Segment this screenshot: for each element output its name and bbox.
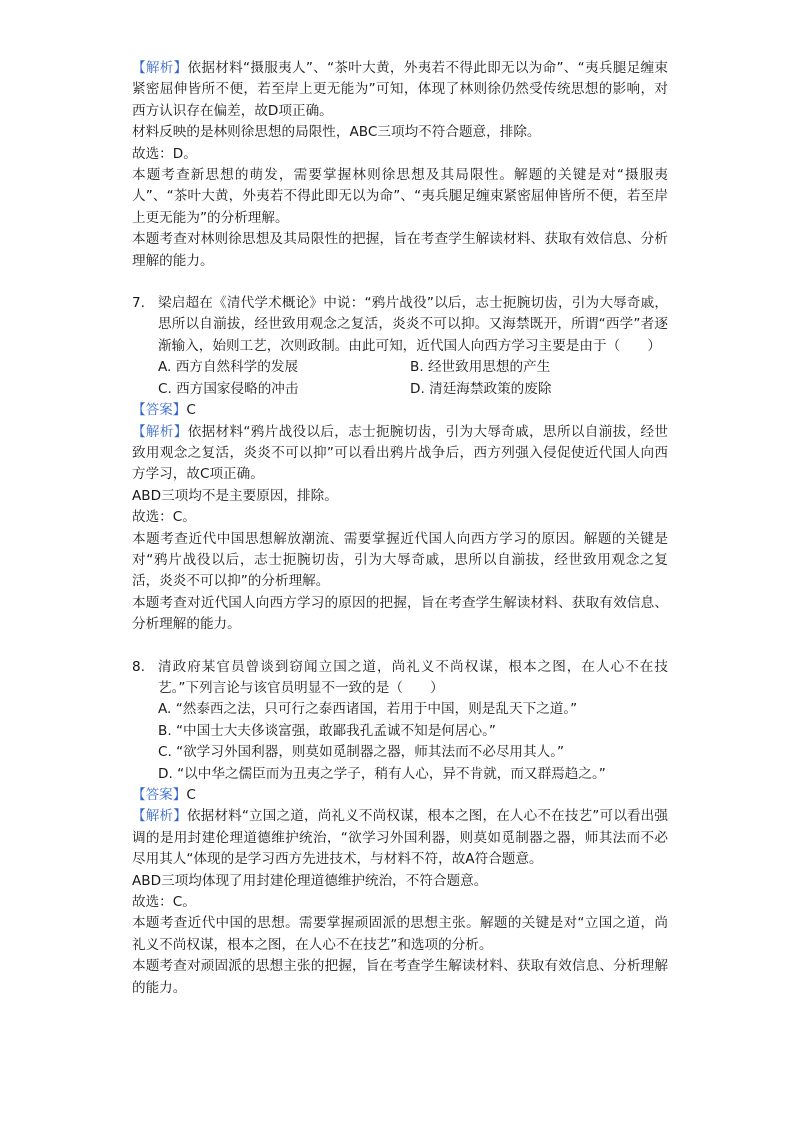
q7-answer: 【答案】C: [132, 402, 196, 419]
option-b: B. “中国士大夫侈谈富强，敢鄙我孔孟诚不知是何居心。”: [158, 722, 496, 739]
q7-choice: 故选：C。: [132, 509, 196, 526]
question-stem: 清政府某官员曾谈到窃闻立国之道，尚礼义不尚权谋，根本之图，在人心不在技艺。”下列言论与该官员明显不一致的是（ ）: [158, 658, 668, 696]
option-d: D. “以中华之儒臣而为丑夷之学子，稍有人心，异不肯就，而又群焉趋之。”: [158, 765, 606, 782]
answer-tag: 【答案】: [132, 787, 187, 803]
option-a: A. 西方自然科学的发展: [158, 359, 299, 376]
q6-analysis: 【解析】依据材料“摄服夷人”、“茶叶大黄，外夷若不得此即无以为命”、“夷兵腿足缠束紧密屈伸皆所不便，若至岸上更无能为”可知，体现了林则徐仍然受传统思想的影响，对西方认识存在偏差，故D项正确。: [132, 60, 668, 119]
q8-analysis-line: 本题考查对顽固派的思想主张的把握，旨在考查学生解读材料、获取有效信息、分析理解的能力。: [132, 958, 668, 996]
analysis-tag: 【解析】: [132, 808, 187, 825]
q7-analysis-line: ABD三项均不是主要原因，排除。: [132, 487, 338, 504]
q6-analysis-line: 本题考查新思想的萌发，需要掌握林则徐思想及其局限性。解题的关键是对“摄服夷人”、“茶叶大黄，外夷若不得此即无以为命”、“夷兵腿足缠束紧密屈伸皆所不便，若至岸上更无能为”的分析理解。: [132, 167, 668, 226]
analysis-tag: 【解析】: [132, 60, 188, 76]
q8-analysis: 【解析】依据材料“立国之道，尚礼义不尚权谋，根本之图，在人心不在技艺”可以看出强调的是用封建伦理道德维护统治，“欲学习外国利器，则莫如觅制器之器，师其法而不必尽用其人“体现的是学习西方先进技术，与材料不符，故A符合题意。: [132, 808, 669, 868]
document-page: [132, 58, 668, 999]
option-b: B. 经世致用思想的产生: [410, 359, 551, 376]
q8-answer: 【答案】C: [132, 787, 196, 803]
question-7-options: [158, 357, 668, 400]
option-a: A. “然泰西之法，只可行之泰西诸国，若用于中国，则是乱天下之道。”: [158, 701, 578, 718]
q7-analysis: 【解析】依据材料“鸦片战役以后，志士扼腕切齿，引为大辱奇戚，思所以自湔拔，经世致用观念之复活，炎炎不可以抑”可以看出鸦片战争后，西方列强入侵促使近代国人向西方学习，故C项正确。: [132, 423, 669, 483]
answer-tag: 【答案】: [132, 402, 187, 419]
q7-analysis-line: 本题考查近代中国思想解放潮流、需要掌握近代国人向西方学习的原因。解题的关键是对“鸦片战役以后，志士扼腕切齿，引为大辱奇戚，思所以自湔拔，经世致用观念之复活，炎炎不可以抑”的分析理解。: [132, 530, 668, 590]
q6-choice: 故选：D。: [132, 145, 197, 162]
q6-analysis-line: 材料反映的是林则徐思想的局限性，ABC三项均不符合题意，排除。: [132, 124, 541, 141]
question-number: 8.: [132, 658, 145, 675]
q6-analysis-line: 本题考查对林则徐思想及其局限性的把握，旨在考查学生解读材料、获取有效信息、分析理解的能力。: [132, 231, 668, 269]
q8-analysis-line: ABD三项均体现了用封建伦理道德维护统治，不符合题意。: [132, 872, 488, 889]
question-number: 7.: [132, 295, 145, 312]
question-8-options: [158, 699, 668, 785]
question-7: [132, 293, 668, 357]
q8-choice: 故选：C。: [132, 894, 196, 911]
option-c: C. 西方国家侵略的冲击: [158, 380, 299, 397]
question-8: [132, 657, 668, 700]
option-c: C. “欲学习外国利器，则莫如觅制器之器，师其法而不必尽用其人。”: [158, 744, 565, 761]
analysis-tag: 【解析】: [132, 423, 188, 440]
q7-analysis-line: 本题考查对近代国人向西方学习的原因的把握，旨在考查学生解读材料、获取有效信息、分析理解的能力。: [132, 594, 668, 633]
q8-analysis-line: 本题考查近代中国的思想。需要掌握顽固派的思想主张。解题的关键是对“立国之道，尚礼义不尚权谋，根本之图，在人心不在技艺”和选项的分析。: [132, 915, 668, 953]
option-d: D. 清廷海禁政策的废除: [410, 380, 552, 397]
question-stem: 梁启超在《清代学术概论》中说：“鸦片战役”以后，志士扼腕切齿，引为大辱奇戚，思所以自湔拔，经世致用观念之复活，炎炎不可以抑。又海禁既开，所谓“西学”者逐渐输入，始则工艺，次则政制。由此可知，近代国人向西方学习主要是由于（ ）: [158, 295, 668, 354]
